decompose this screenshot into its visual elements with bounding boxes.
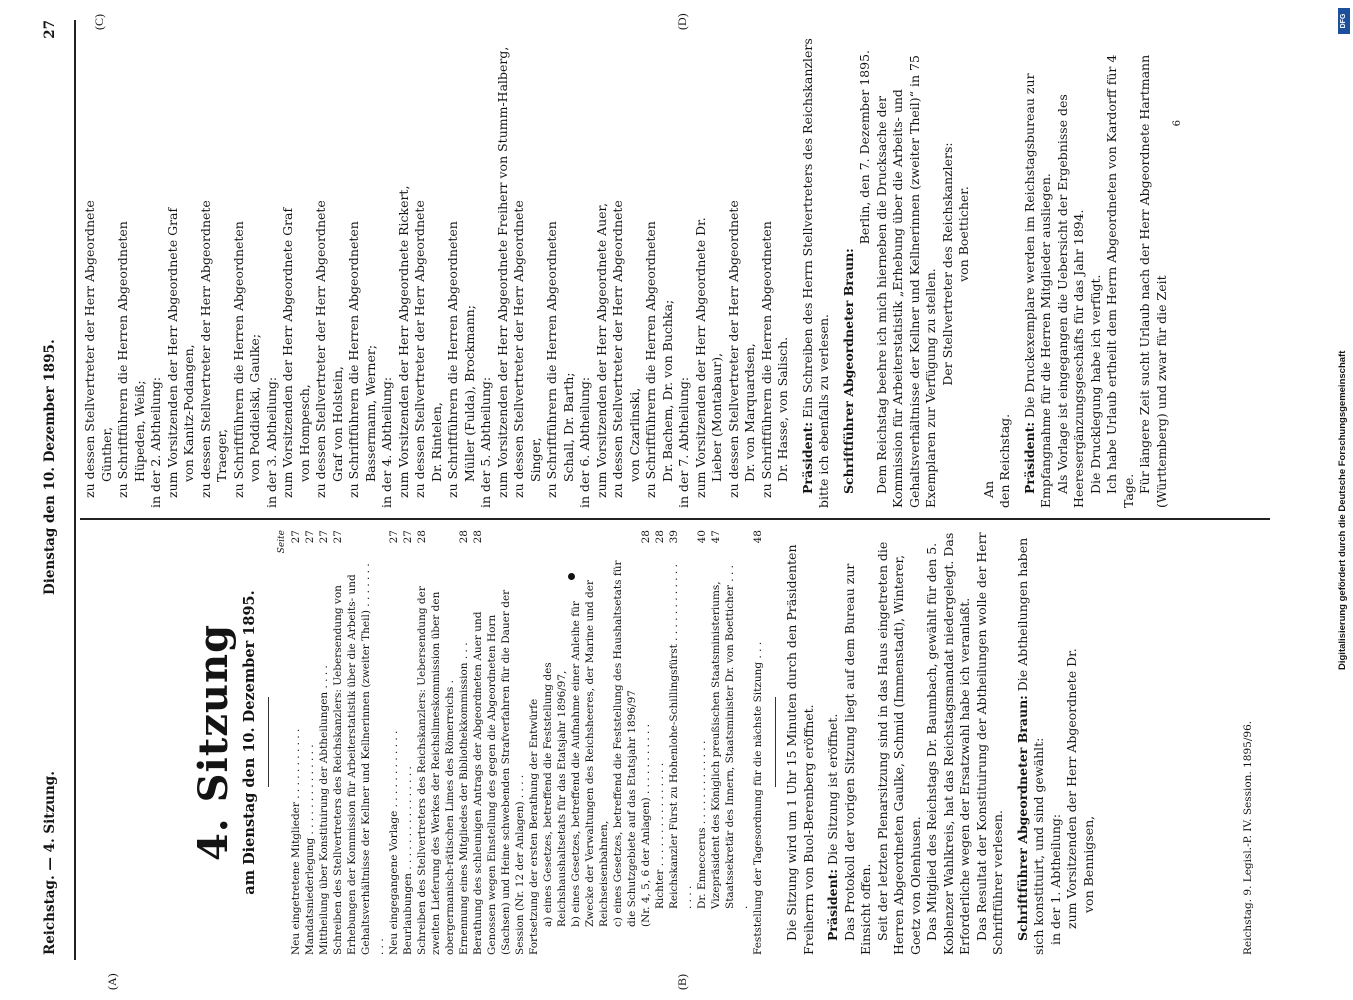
toc-item-text: Schreiben des Stellvertreters des Reichskanzlers: Uebersendung von Erhebungen der Kommission für Arbeiterstatistik über die Arbeits- und Gehaltsverhältnisse der Kellner und Kellnerinnen (zweiter Theil) . . . . . . . . . .: [332, 563, 386, 955]
new-members-paragraph: Seit der letzten Plenarsitzung sind in das Haus eingetreten die Herren Abgeordneten Gaulke, Schmid (Immenstadt), Winterer, Goetz von Olenhusen.: [874, 541, 923, 955]
margin-letter-d: (D): [675, 13, 689, 30]
toc-item-text: Neu eingetretene Mitglieder . . . . . . . . . . .: [290, 728, 302, 955]
committee-line: Günther,: [98, 426, 114, 482]
toc-item-text: Mittheilung über Konstituirung der Abtheilungen . . . .: [318, 665, 330, 955]
committee-line: zu Schriftführern die Herren Abgeordneten: [445, 221, 460, 498]
toc-item: [457, 530, 471, 955]
secretary-statement-2: [841, 20, 858, 508]
toc-item: [303, 530, 317, 955]
letter-signature-2: von Boetticher.: [956, 186, 971, 282]
header-center: Dienstag den 10. Dezember 1895.: [42, 339, 58, 595]
committee-line: Müller (Fulda), Brockmann;: [461, 305, 477, 482]
toc-item: [317, 530, 331, 955]
toc-item: [667, 530, 695, 955]
toc-item-text: Reichskanzler Fürst zu Hohenlohe-Schillingsfürst . . . . . . . . . . . . . . . .: [668, 564, 694, 909]
committee-line: Schall, Dr. Barth;: [560, 372, 576, 482]
toc-item-page: 40: [696, 530, 708, 544]
committee-line: Lieber (Montabaur),: [709, 352, 724, 482]
dfg-logo-text: DFG: [1340, 13, 1347, 29]
list-line: in der 1. Abtheilung:: [1047, 813, 1063, 945]
toc-item-page: 28: [640, 530, 652, 544]
committee-line: zu dessen Stellvertreter der Herr Abgeordnete: [197, 200, 213, 498]
letter-address-1: An: [980, 480, 996, 498]
committee-line: zum Vorsitzenden der Herr Abgeordnete Rickert,: [395, 185, 411, 498]
list-line: zum Vorsitzenden der Herr Abgeordnete Dr.: [1064, 648, 1079, 929]
committee-line: in der 3. Abtheilung:: [263, 376, 279, 508]
toc-item-text: Fortsetzung der ersten Berathung der Entwürfe: [528, 698, 540, 955]
statement-text: Ein Schreiben des Herrn Stellvertreters des Reichskanzlers bitte ich ebenfalls zu verlesen.: [799, 38, 831, 508]
committee-line: Traeger,: [214, 428, 229, 482]
toc-item-page: 27: [290, 530, 302, 544]
drucklegung-paragraph: Die Drucklegung habe ich verfügt.: [1087, 274, 1103, 494]
toc-item-page: 39: [668, 530, 680, 544]
toc-item-text: Neu eingegangene Vorlage . . . . . . . . . . . .: [388, 730, 400, 955]
committee-list: [82, 20, 792, 508]
mandate-paragraph: Das Mitglied des Reichstags Dr. Baumbach, gewählt für den 5. Koblenzer Wahlkreis, hat das Reichstagsmandat niedergelegt. Das Erforderliche wegen der Ersatzwahl habe ich veranlaßt.: [924, 532, 972, 955]
opening-paragraph: Die Sitzung wird um 1 Uhr 15 Minuten durch den Präsidenten Freiherrn von Buol-Berenberg eröffnet.: [784, 544, 816, 955]
toc-item: [695, 530, 709, 955]
toc-item-page: 27: [388, 530, 400, 544]
committee-line: in der 7. Abtheilung:: [676, 376, 691, 508]
footer-note: Reichstag. 9. Legisl.-P. IV. Session. 1895/96.: [1242, 720, 1254, 955]
committee-line: zu Schriftführern die Herren Abgeordneten: [230, 221, 246, 498]
toc-item-page: 27: [332, 530, 344, 544]
letter-body: Dem Reichstag beehre ich mich hierneben die Drucksache der Kommission für Arbeiterstatistik „Erhebung über die Arbeits- und Gehaltsverhältnisse der Kellner und Kellnerinnen (zweiter Theil)“ in 75 Exemplaren zur Verfügung zu stellen.: [873, 55, 938, 508]
president-statement-2: [800, 20, 833, 508]
toc-item: [653, 530, 667, 955]
toc-item: [611, 530, 639, 955]
committee-line: von Hompesch,: [296, 384, 312, 482]
committee-line: in der 6. Abtheilung:: [577, 376, 592, 508]
toc-item: [639, 530, 653, 955]
left-column: [82, 530, 1272, 955]
committee-line: in der 4. Abtheilung:: [379, 376, 394, 508]
toc-item: [401, 530, 415, 955]
committee-line: in der 2. Abtheilung:: [148, 376, 163, 508]
secretary-statement: [1015, 530, 1048, 955]
toc-rule: [775, 698, 776, 788]
statement-text: Die Druckexemplare werden im Reichstagsbureau zur Empfangnahme für die Herren Mitglieder ausliegen.: [1021, 73, 1053, 508]
speaker-president: Präsident:: [1021, 421, 1037, 494]
dfg-logo: [1338, 8, 1350, 34]
protocol-paragraph: Das Protokoll der vorigen Sitzung liegt auf dem Bureau zur Einsicht offen.: [841, 563, 873, 955]
committee-line: Dr. Rintelen,: [428, 402, 444, 482]
committee-line: zum Vorsitzenden der Herr Abgeordnete Dr.: [692, 217, 708, 498]
letter-address-2: den Reichstag.: [997, 413, 1012, 508]
committee-line: zu dessen Stellvertreter der Herr Abgeordnete: [313, 200, 328, 498]
committee-line: zum Vorsitzenden der Herr Abgeordnete Graf: [280, 207, 295, 498]
right-column: [82, 20, 1272, 508]
committee-line: in der 5. Abtheilung:: [478, 376, 493, 508]
committee-line: von Czarlinski,: [626, 387, 642, 482]
statement-text: Die Abtheilungen haben sich konstituirt, und sind gewählt:: [1014, 537, 1046, 955]
session-subtitle: am Dienstag den 10. Dezember 1895.: [241, 590, 258, 895]
column-divider: [80, 518, 1270, 520]
committee-line: zum Vorsitzenden der Herr Abgeordnete Freiherr von Stumm-Halberg,: [494, 46, 510, 498]
committee-line: von Poddielski, Gaulke;: [247, 333, 262, 482]
toc-item-text: a) eines Gesetzes, betreffend die Feststellung des Reichshaushaltsetats für das Etatsjahr 1896/97,: [542, 662, 568, 927]
header-rule: [74, 20, 76, 960]
toc-item: [541, 530, 569, 955]
committee-line: Dr. von Marquardsen,: [742, 343, 757, 482]
constitution-paragraph: Das Resultat der Konstituirung der Abtheilungen wolle der Herr Schriftführer verlesen.: [973, 532, 1005, 955]
speaker-president: Präsident:: [799, 421, 815, 494]
toc-item: [751, 530, 765, 955]
toc-item: [289, 530, 303, 955]
committee-line: zu dessen Stellvertreter der Herr Abgeordnete: [412, 200, 427, 498]
president-statement-1: [825, 530, 842, 955]
toc-item: [527, 530, 541, 955]
toc-item-text: Richter . . . . . . . . . . . . . . . .: [654, 762, 666, 909]
toc-item: [331, 530, 387, 955]
committee-line: zu Schriftführern die Herren Abgeordneten: [544, 221, 559, 498]
ink-dot: [568, 573, 575, 580]
toc-item: [471, 530, 527, 955]
toc-item-page: 27: [304, 530, 316, 544]
toc-item: [569, 530, 611, 955]
toc-item-text: Beurlaubungen . . . . . . . . . . . . . . . .: [402, 766, 414, 955]
margin-letter-c: (C): [92, 14, 106, 30]
session-body-left: [784, 530, 1097, 955]
toc-item-page: 28: [472, 530, 484, 544]
committee-line: zum Vorsitzenden der Herr Abgeordnete Auer,: [593, 202, 609, 498]
committee-line: Hüpeden, Weiß;: [131, 380, 147, 482]
list-line: von Bennigsen,: [1080, 815, 1096, 913]
committee-line: Bassermann, Werner;: [362, 344, 378, 482]
president-statement-3: [1022, 20, 1055, 508]
toc-item-page: 48: [752, 530, 764, 544]
toc-item-text: Mandatsniederlegung . . . . . . . . . . . . . .: [304, 744, 316, 955]
toc-item: [415, 530, 457, 955]
toc-item-text: Schreiben des Stellvertreters des Reichskanzlers: Uebersendung der zweiten Lieferung des Werkes der Reichslimeskommission über den obergermanisch-rätischen Limes des Römerreichs .: [416, 586, 456, 955]
committee-line: zum Vorsitzenden der Herr Abgeordnete Graf: [164, 207, 180, 498]
toc-seite-label: Seite: [277, 530, 287, 554]
signature-mark: 6: [1172, 120, 1183, 127]
title-rule: [268, 698, 269, 788]
committee-line: zu dessen Stellvertreter der Herr Abgeordnete: [82, 200, 97, 498]
toc-item: [709, 530, 751, 955]
committee-line: zu dessen Stellvertreter der Herr Abgeordnete: [511, 200, 526, 498]
toc-item-text: Dr. Enneccerus . . . . . . . . . . . . .: [696, 740, 708, 909]
committee-line: Graf von Holstein,: [329, 366, 345, 482]
session-title: 4. Sitzung: [190, 623, 237, 862]
toc-item-text: b) eines Gesetzes, betreffend die Aufnahme einer Anleihe für Zwecke der Verwaltungen des Reichsheeres, der Marine und der Reichseisenbahnen,: [570, 579, 610, 927]
urlaub-paragraph: Ich habe Urlaub ertheilt dem Herrn Abgeordneten von Kardorff für 4 Tage.: [1104, 54, 1136, 508]
committee-line: Dr. Hasse, von Salisch.: [775, 336, 790, 482]
committee-line: zu Schriftführern die Herren Abgeordneten: [758, 221, 774, 498]
committee-line: zu Schriftführern die Herren Abgeordneten: [115, 221, 130, 498]
toc-item: [387, 530, 401, 955]
speaker-secretary: Schriftführer Abgeordneter Braun:: [1014, 695, 1030, 941]
letter-date: Berlin, den 7. Dezember 1895.: [857, 50, 872, 245]
committee-line: zu Schriftführern die Herren Abgeordneten: [346, 221, 361, 498]
margin-letter-a: (A): [105, 973, 119, 990]
committee-line: Dr. Bachem, Dr. von Buchka;: [659, 299, 675, 482]
toc-item-page: 47: [710, 530, 722, 544]
side-caption: [1337, 10, 1351, 670]
page-number: 27: [42, 20, 58, 39]
committee-line: zu Schriftführern die Herren Abgeordneten: [643, 221, 658, 498]
committee-line: von Kanitz-Podangen,: [181, 344, 196, 482]
committee-line: Singer,: [527, 437, 543, 482]
running-header: [42, 20, 60, 955]
committee-line: zu dessen Stellvertreter der Herr Abgeordnete: [610, 200, 625, 498]
table-of-contents: [277, 530, 765, 955]
letter-signature-1: Der Stellvertreter des Reichskanzlers:: [939, 142, 955, 386]
vorlage-paragraph: Als Vorlage ist eingegangen die Uebersicht der Ergebnisse des Heeresergänzungsgeschäfts für das Jahr 1894.: [1054, 94, 1086, 508]
speaker-secretary: Schriftführer Abgeordneter Braun:: [840, 248, 856, 494]
toc-item-page: 28: [654, 530, 666, 544]
toc-item-text: Vizepräsident des Königlich preußischen Staatsministeriums, Staatssekretär des Innern, Staatsminister Dr. von Boetticher . . . .: [710, 565, 750, 909]
margin-letter-b: (B): [675, 974, 689, 990]
header-left: Reichstag. — 4. Sitzung.: [42, 771, 58, 955]
toc-item-text: Ernennung eines Mitgliedes der Bibliothekkommission . . .: [458, 642, 470, 955]
funding-caption: Digitalisierung gefördert durch die Deutsche Forschungsgemeinschaft: [1337, 350, 1348, 670]
toc-item-page: 27: [318, 530, 330, 544]
toc-item-text: Feststellung der Tagesordnung für die nächste Sitzung . . .: [752, 641, 764, 955]
toc-item-page: 28: [416, 530, 428, 544]
toc-item-page: 27: [402, 530, 414, 544]
longer-leave-paragraph: Für längere Zeit sucht Urlaub nach der Herr Abgeordnete Hartmann (Württemberg) und zwar für die Zeit: [1137, 54, 1169, 508]
toc-item-text: c) eines Gesetzes, betreffend die Feststellung des Haushaltsetats für die Schutzgebiete auf das Etatsjahr 1896/97: [612, 560, 638, 927]
toc-list: [289, 530, 765, 955]
toc-item-text: (Nr. 4, 5, 6 der Anlagen) . . . . . . . . . . .: [640, 723, 652, 927]
speaker-president: Präsident:: [825, 868, 840, 941]
statement-text: Die Sitzung ist eröffnet.: [825, 713, 840, 865]
committee-line: zu dessen Stellvertreter der Herr Abgeordnete: [725, 200, 741, 498]
toc-item-page: 28: [458, 530, 470, 544]
toc-item-text: Berathung des schleunigen Antrags der Abgeordneten Auer und Genossen wegen Einstellung des gegen die Abgeordneten Horn (Sachsen) und Heine schwebenden Strafverfahren für die Dauer der Session (Nr. 12 der Anlagen) . . . .: [472, 589, 526, 955]
